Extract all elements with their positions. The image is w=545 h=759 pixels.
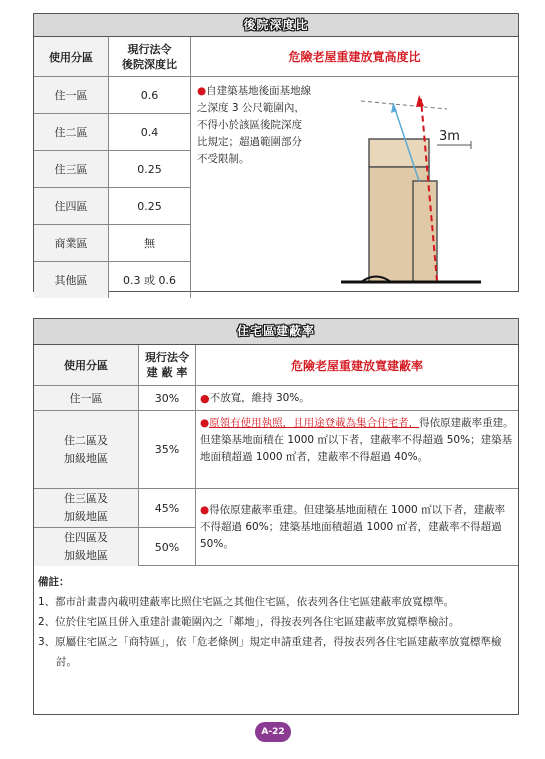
table1-zone: 住一區 bbox=[34, 77, 109, 113]
table2-title: 住宅區建蔽率 bbox=[34, 319, 518, 345]
page-number: A-22 bbox=[255, 722, 291, 742]
table2-text-row1: 不放寬，維持 30%。 bbox=[209, 391, 310, 404]
notes-section bbox=[34, 566, 518, 678]
note-item: 3、原屬住宅區之「商特區」，依「危老條例」規定申請重建者，得按表列各住宅區建蔽率放寬標準檢討。 bbox=[38, 636, 502, 668]
table1-col3-header: 危險老屋重建放寬高度比 bbox=[288, 50, 421, 64]
table2-merged-text: 得依原建蔽率重建。但建築基地面積在 1000 ㎡以下者，建蔽率不得超過 60%；建築基地面積超過 1000 ㎡者，建蔽率不得超過 50%。 bbox=[200, 503, 506, 550]
bullet-icon: ● bbox=[197, 85, 207, 97]
bullet-icon: ● bbox=[200, 503, 210, 516]
rear-yard-table bbox=[33, 13, 519, 292]
table1-value: 0.3 或 0.6 bbox=[109, 262, 191, 298]
dimension-label: 3m bbox=[439, 129, 460, 144]
table1-zone: 住四區 bbox=[34, 188, 109, 224]
table2-col1-header: 使用分區 bbox=[34, 345, 139, 385]
table1-note-text: 自建築基地後面基地線之深度 3 公尺範圍內，不得小於該區後院深度比規定；超過範圍部分不受限制。 bbox=[197, 85, 312, 165]
dashed-line-gray bbox=[361, 101, 447, 109]
table1-value: 無 bbox=[109, 225, 191, 261]
table1-col2-header: 現行法令 後院深度比 bbox=[109, 37, 191, 76]
building-back bbox=[413, 181, 437, 282]
table1-zone: 住三區 bbox=[34, 151, 109, 187]
table2-zone: 住二區及 加級地區 bbox=[34, 411, 139, 488]
table2-zone: 住一區 bbox=[34, 386, 139, 410]
table2-zone: 住四區及 加級地區 bbox=[34, 528, 139, 566]
table1-zone: 其他區 bbox=[34, 262, 109, 298]
notes-title: 備註： bbox=[38, 576, 70, 588]
table1-value: 0.6 bbox=[109, 77, 191, 113]
table1-value: 0.4 bbox=[109, 114, 191, 150]
building-upper bbox=[369, 139, 429, 167]
table1-value: 0.25 bbox=[109, 151, 191, 187]
table2-value: 35% bbox=[139, 411, 196, 488]
table1-note bbox=[197, 83, 312, 168]
coverage-ratio-table bbox=[33, 318, 519, 715]
table1-col1-header: 使用分區 bbox=[34, 37, 109, 76]
table2-text bbox=[196, 386, 518, 410]
note-item: 2、位於住宅區且併入重建計畫範圍內之「鄰地」，得按表列各住宅區建蔽率放寬標準檢討。 bbox=[38, 616, 460, 628]
table2-value: 30% bbox=[139, 386, 196, 410]
table2-text bbox=[196, 411, 518, 488]
table2-text-red: 原領有使用執照，且用途登載為集合住宅者， bbox=[209, 417, 420, 429]
bullet-icon: ● bbox=[200, 391, 210, 405]
table2-value: 45% bbox=[139, 489, 196, 527]
table2-merged bbox=[196, 489, 518, 565]
bullet-icon: ● bbox=[200, 417, 210, 429]
table2-col2-header: 現行法令 建 蔽 率 bbox=[139, 345, 196, 385]
table1-value: 0.25 bbox=[109, 188, 191, 224]
table1-zone: 住二區 bbox=[34, 114, 109, 150]
rear-yard-diagram bbox=[321, 81, 511, 291]
arrow-head-red bbox=[416, 95, 424, 107]
table1-zone: 商業區 bbox=[34, 225, 109, 261]
table2-text-row2: 得依原建蔽率重建。但建築基地面積在 1000 ㎡以下者，建蔽率不得超過 50%；建築基地面積超過 1000 ㎡者，建蔽率不得超過 40%。 bbox=[200, 417, 514, 463]
note-item: 1、都市計畫書內載明建蔽率比照住宅區之其他住宅區，依表列各住宅區建蔽率放寬標準。 bbox=[38, 596, 455, 608]
table2-value: 50% bbox=[139, 528, 196, 566]
table2-col3-header: 危險老屋重建放寬建蔽率 bbox=[290, 358, 423, 373]
table2-zone: 住三區及 加級地區 bbox=[34, 489, 139, 527]
table1-title: 後院深度比 bbox=[34, 14, 518, 37]
